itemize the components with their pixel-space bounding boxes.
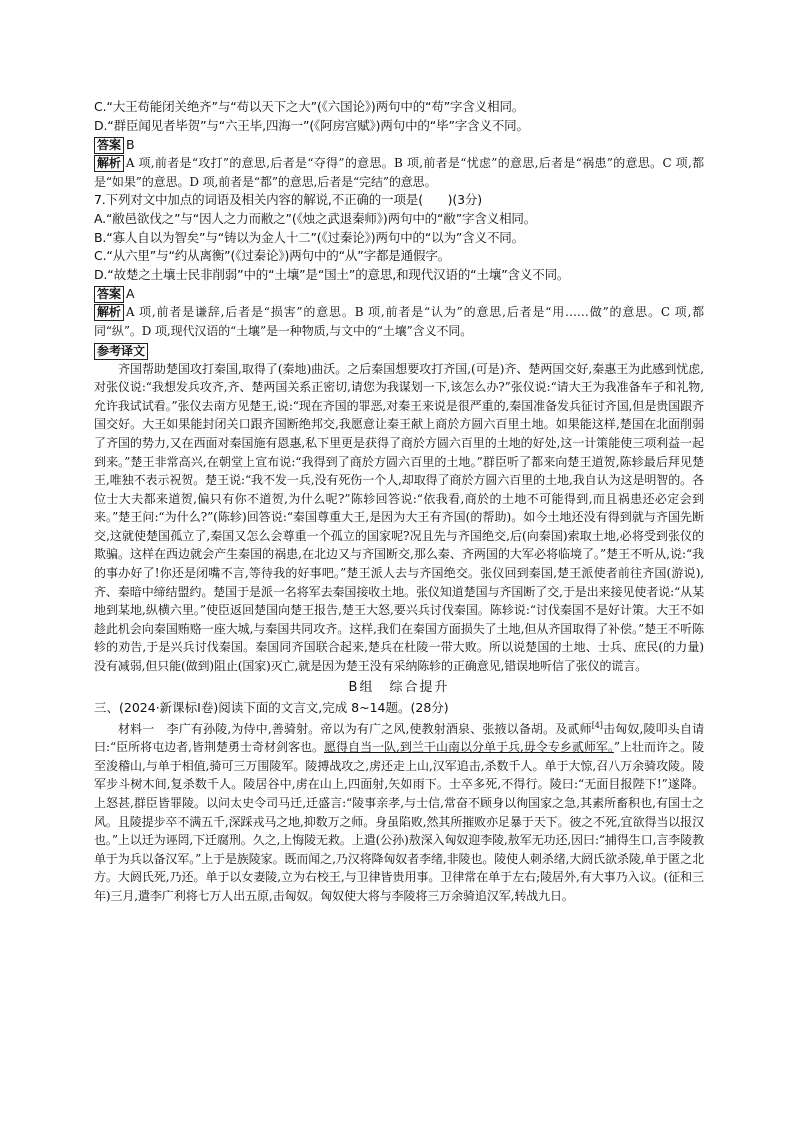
- translation-header: [94, 341, 704, 360]
- question-6-options: [94, 98, 704, 135]
- translation-tag: 参考译文: [94, 343, 148, 360]
- answer-6: [94, 135, 704, 154]
- footnote-mark: [4]: [591, 720, 603, 730]
- answer-tag: 答案: [94, 286, 124, 303]
- option-c: C.“从六里”与“约从离衡”(《过秦论》)两句中的“从”字都是通假字。: [94, 248, 451, 264]
- material-label: 材料一: [118, 721, 155, 736]
- option-b: B.“寡人自以为智矣”与“铸以为金人十二”(《过秦论》)两句中的“以为”含义不同。: [94, 229, 525, 245]
- analysis-text: A 项,前者是谦辞,后者是“损害”的意思。B 项,前者是“认为”的意思,后者是“用……做”的意思。C 项,都同“纵”。D 项,现代汉语的“土壤”是一种物质,与文中的“土壤”含义不同。: [94, 305, 704, 338]
- underlined-sentence: 愿得自当一队,到兰干山南以分单于兵,毋令专乡贰师军。: [324, 740, 614, 755]
- question-3-heading: 三、(2024·新课标Ⅰ卷)阅读下面的文言文,完成 8~14题。(28分): [94, 699, 449, 715]
- option-c: C.“大王苟能闭关绝齐”与“苟以天下之大”(《六国论》)两句中的“苟”字含义相同。: [94, 99, 525, 114]
- analysis-text: A 项,前者是“攻打”的意思,后者是“夺得”的意思。B 项,前者是“忧虑”的意思,后者是“祸患”的意思。C 项,都是“如果”的意思。D 项,前者是“都”的意思,后者是“完结”的意思。: [94, 156, 704, 189]
- analysis-tag: 解析: [94, 304, 124, 321]
- option-d: D.“故楚之土壤士民非削弱”中的“土壤”是“国土”的意思,和现代汉语的“土壤”含义不同。: [94, 266, 570, 282]
- option-a: A.“敝邑欲伐之”与“因人之力而敝之”(《烛之武退秦师》)两句中的“敝”字含义相同。: [94, 210, 537, 226]
- material-text-before: 李广有孙陵,为侍中,善骑射。帝以为有广之风,使教射酒泉、张掖以备胡。及贰师: [166, 721, 592, 736]
- answer-value: A: [126, 286, 135, 302]
- translation-text: 齐国帮助楚国攻打秦国,取得了(秦地)曲沃。之后秦国想要攻打齐国,(可是)齐、楚两国交好,秦惠王为此感到忧虑,对张仪说:“我想发兵攻齐,齐、楚两国关系正密切,请您为我谋划一下,该怎么办?”张仪说:“请大王为我准备车子和礼物,允许我试试看。”张仪去南方见楚王,说:“现在齐国的罪恶,对秦王来说是很严重的,秦国准备发兵征讨齐国,但是贵国跟齐国交好。大王如果能封闭关口跟齐国断绝邦交,我愿意让秦王献上商於方圆六百里土地。如果能这样,楚国在北面削弱了齐国的势力,又在西面对秦国施有恩惠,私下里更是获得了商於方圆六百里的土地的好处,这一计策能使三项利益一起到来。”楚王非常高兴,在朝堂上宣布说:“我得到了商於方圆六百里的土地。”群臣听了都来向楚王道贺,陈轸最后拜见楚王,唯独不表示祝贺。楚王说:“我不发一兵,没有死伤一个人,却取得了商於方圆六百里的土地,我自认为这是明智的。各位士大夫都来道贺,偏只有你不道贺,为什么呢?”陈轸回答说:“依我看,商於的土地不可能得到,而且祸患还必定会到来。”楚王问:“为什么?”(陈轸)回答说:“秦国尊重大王,是因为大王有齐国(的帮助)。如今土地还没有得到就与齐国先断交,这就使楚国孤立了,秦国又怎么会尊重一个孤立的国家呢?况且先与齐国绝交,后(向秦国)索取土地,必将受到张仪的欺骗。这样在西边就会产生秦国的祸患,在北边又与齐国断交,那么秦、齐两国的大军必将临境了。”楚王不听从,说:“我的事办好了!你还是闭嘴不言,等待我的好事吧。”楚王派人去与齐国绝交。张仪回到秦国,楚王派使者前往齐国(游说),齐、秦暗中缔结盟约。楚国于是派一名将军去秦国接收土地。张仪知道楚国与齐国断了交,于是出来接见使者说:“从某地到某地,纵横六里。”使臣返回楚国向楚王报告,楚王大怒,要兴兵讨伐秦国。陈轸说:“讨伐秦国不是好计策。大王不如趁此机会向秦国贿赂一座大城,与秦国共同攻齐。这样,我们在秦国方面损失了土地,但从齐国取得了补偿。”楚王不听陈轸的劝告,于是兴兵讨伐秦国。秦国同齐国联合起来,楚兵在杜陵一带大败。所以说楚国的土地、士兵、庶民(的力量)没有减弱,但只能(做到)阻止(国家)灭亡,就是因为楚王没有采纳陈轸的正确意见,错误地听信了张仪的谎言。: [94, 361, 704, 674]
- document-page: [94, 98, 704, 906]
- material-text-mid: 击匈奴,陵叩头自请曰:“臣所将屯边者,皆荆楚勇士奇材剑客也。: [94, 721, 704, 755]
- analysis-7: [94, 303, 704, 340]
- section-title: B组 综合提升: [348, 679, 450, 695]
- material-one: [94, 717, 704, 906]
- analysis-tag: 解析: [94, 155, 124, 172]
- answer-tag: 答案: [94, 137, 124, 154]
- question-stem: 7.下列对文中加点的词语及相关内容的解说,不正确的一项是( )(3分): [94, 192, 482, 208]
- answer-value: B: [126, 137, 135, 153]
- option-d: D.“群臣闻见者毕贺”与“六王毕,四海一”(《阿房宫赋》)两句中的“毕”字含义不同。: [94, 117, 529, 133]
- answer-7: [94, 284, 704, 303]
- question-7: [94, 191, 704, 284]
- analysis-6: [94, 154, 704, 191]
- material-text-after: ”上壮而许之。陵至浚稽山,与单于相值,骑可三万围陵军。陵搏战攻之,虏还走上山,汉军追击,杀数千人。单于大惊,召八万余骑攻陵。陵军步斗树木间,复杀数千人。陵居谷中,虏在山上,四面射,矢如雨下。士卒多死,不得行。陵曰:“无面目报陛下!”遂降。上怒甚,群臣皆罪陵。以问太史令司马迁,迁盛言:“陵事亲孝,与士信,常奋不顾身以徇国家之急,其素所畜积也,有国士之风。且陵提步卒不满五千,深踩戎马之地,抑数万之师。身虽陷败,然其所摧败亦足暴于天下。彼之不死,宜欲得当以报汉也。”上以迁为诬罔,下迁腐刑。久之,上悔陵无救。上遣(公孙)敖深入匈奴迎李陵,敖军无功还,因曰:“捕得生口,言李陵教单于为兵以备汉军。”上于是族陵家。既而闻之,乃汉将降匈奴者李绪,非陵也。陵使人刺杀绪,大阏氏欲杀陵,单于匿之北方。大阏氏死,乃还。单于以女妻陵,立为右校王,与卫律皆贵用事。卫律常在单于左右;陵居外,有大事乃入议。(征和三年)三月,遣李广利将七万人出五原,击匈奴。匈奴使大将与李陵将三万余骑追汉军,转战九日。: [94, 740, 704, 903]
